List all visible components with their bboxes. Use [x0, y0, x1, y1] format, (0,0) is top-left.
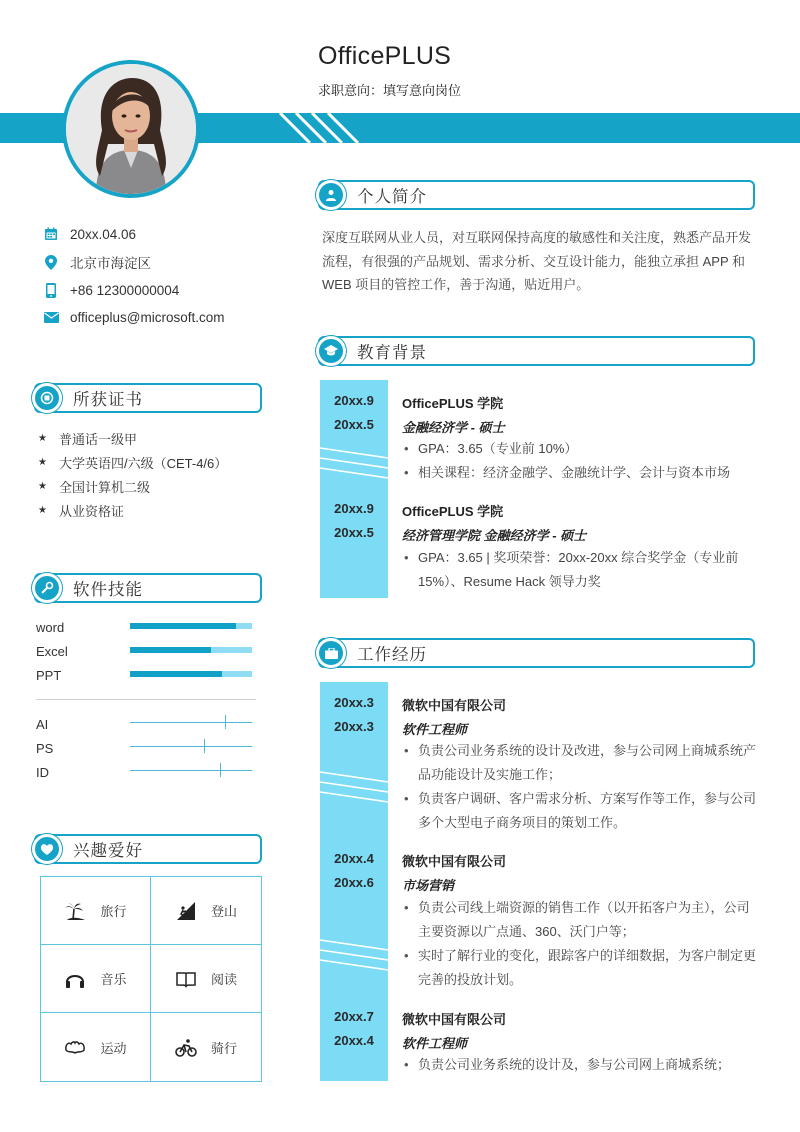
job-intent	[318, 80, 461, 99]
slider-marker	[225, 715, 226, 729]
timeline-stripes	[320, 380, 388, 598]
education-timeline	[320, 380, 388, 598]
certificate-item	[38, 428, 137, 448]
work1-start: 20xx.3	[334, 695, 374, 710]
slider-marker	[204, 739, 205, 753]
hobby-music	[41, 945, 151, 1013]
phone-icon	[42, 281, 60, 299]
user-icon	[319, 183, 343, 207]
book-icon	[175, 968, 197, 990]
work3-start: 20xx.7	[334, 1009, 374, 1024]
cycling-icon	[175, 1036, 197, 1058]
hobby-label: 运动	[100, 1040, 127, 1056]
certificates-title: 所获证书	[73, 391, 143, 409]
edu1-end: 20xx.5	[334, 417, 374, 432]
hobby-label: 登山	[210, 904, 237, 919]
certificate-item	[38, 476, 150, 496]
palm-tree-icon	[64, 900, 86, 922]
skill-fill	[130, 671, 222, 677]
birthday-text: 20xx.04.06	[70, 226, 137, 242]
hobby-label: 骑行	[210, 1040, 237, 1056]
profile-heading	[318, 180, 755, 210]
certificate-item	[38, 500, 124, 520]
edu2-major: 经济管理学院 金融经济学 - 硕士	[402, 528, 587, 543]
work2-end: 20xx.6	[334, 875, 374, 890]
profile-title: 个人简介	[357, 188, 427, 206]
hobby-label: 阅读	[210, 972, 237, 987]
skill-fill	[130, 623, 236, 629]
profile-text: 深度互联网从业人员，对互联网保持高度的敏感性和关注度，熟悉产品开发流程，有很强的产品规划、需求分析、交互设计能力，能独立承担 APP 和 WEB 项目的管控工作，善于沟通，贴近用户。	[322, 230, 752, 292]
contact-email	[42, 306, 225, 328]
muscle-icon	[64, 1036, 86, 1058]
location-text: 北京市海淀区	[70, 256, 151, 271]
work2-bullet: • 负责公司线上端资源的销售工作（以开拓客户为主），公司主要资源以广点通、360、沃门户等；	[404, 896, 756, 944]
job-intent-value: 填写意向岗位	[383, 83, 462, 98]
headphones-icon	[64, 968, 86, 990]
job-intent-label: 求职意向：	[318, 83, 384, 98]
skill-fill	[130, 647, 211, 653]
skill-slider-ps	[130, 746, 252, 747]
work1-company: 微软中国有限公司	[402, 698, 507, 713]
work1-end: 20xx.3	[334, 719, 374, 734]
work2-company: 微软中国有限公司	[402, 854, 507, 869]
certificate-text: 普通话一级甲	[58, 431, 137, 447]
skill-label-word: word	[36, 620, 65, 635]
skill-slider-id	[130, 770, 252, 771]
work1-role: 软件工程师	[402, 722, 468, 737]
certificates-heading	[34, 383, 262, 413]
certificate-text: 大学英语四/六级（CET-4/6）	[58, 455, 228, 471]
edu2-bullet: • GPA：3.65 | 奖项荣誉：20xx-20xx 综合奖学金（专业前 15%）、Resume Hack 领导力奖	[404, 546, 756, 594]
skills-divider	[36, 699, 256, 700]
hobby-label: 音乐	[100, 972, 127, 987]
avatar-photo	[66, 64, 196, 194]
skill-label-ai: AI	[36, 717, 49, 732]
heart-icon	[35, 837, 59, 861]
skill-bar-excel	[130, 647, 252, 653]
hobbies-title: 兴趣爱好	[73, 842, 143, 860]
education-heading	[318, 336, 755, 366]
graduation-cap-icon	[319, 339, 343, 363]
work3-bullet: • 负责公司业务系统的设计及，参与公司网上商城系统；	[404, 1053, 756, 1077]
email-icon	[42, 308, 60, 326]
contact-birthday	[42, 223, 136, 245]
hobby-climbing	[151, 877, 261, 945]
edu2-end: 20xx.5	[334, 525, 374, 540]
education-title: 教育背景	[357, 344, 427, 362]
star-icon: ★	[38, 504, 47, 516]
skill-label-ppt: PPT	[36, 668, 62, 683]
work3-role: 软件工程师	[402, 1036, 468, 1051]
skill-label-excel: Excel	[36, 644, 68, 659]
work1-bullet: • 负责公司业务系统的设计及改进，参与公司网上商城系统产品功能设计及实施工作；	[404, 739, 756, 787]
tools-icon	[35, 576, 59, 600]
edu2-school: OfficePLUS 学院	[402, 504, 504, 519]
skills-heading	[34, 573, 262, 603]
header-stripes	[272, 113, 402, 143]
edu1-start: 20xx.9	[334, 393, 374, 408]
hobby-cycling	[151, 1013, 261, 1081]
star-icon: ★	[38, 480, 47, 492]
certificate-item	[38, 452, 227, 472]
certificate-text: 从业资格证	[58, 503, 124, 519]
contact-phone	[42, 279, 179, 301]
calendar-icon	[42, 225, 60, 243]
edu1-bullet: • 相关课程：经济金融学、金融统计学、会计与资本市场	[404, 461, 756, 485]
work2-role: 市场营销	[402, 878, 455, 893]
work1-bullet: • 负责客户调研、客户需求分析、方案写作等工作，参与公司多个大型电子商务项目的策划工作。	[404, 787, 756, 835]
hobby-label: 旅行	[100, 904, 127, 919]
hobbies-heading	[34, 834, 262, 864]
phone-text: +86 12300000004	[70, 282, 180, 298]
skill-bar-word	[130, 623, 252, 629]
work3-end: 20xx.4	[334, 1033, 374, 1048]
edu1-bullet: • GPA：3.65（专业前 10%）	[404, 437, 756, 461]
work2-bullet: • 实时了解行业的变化，跟踪客户的详细数据，为客户制定更完善的投放计划。	[404, 944, 756, 992]
edu1-school: OfficePLUS 学院	[402, 396, 504, 411]
work-heading	[318, 638, 755, 668]
skill-label-ps: PS	[36, 741, 54, 756]
edu1-major: 金融经济学 - 硕士	[402, 420, 505, 435]
resume-name: OfficePLUS	[318, 42, 452, 70]
email-text: officeplus@microsoft.com	[70, 309, 225, 325]
hobby-reading	[151, 945, 261, 1013]
slider-marker	[220, 763, 221, 777]
location-pin-icon	[42, 253, 60, 271]
avatar	[62, 60, 200, 198]
work2-start: 20xx.4	[334, 851, 374, 866]
skills-title: 软件技能	[73, 581, 143, 599]
skill-label-id: ID	[36, 765, 49, 780]
work3-company: 微软中国有限公司	[402, 1012, 507, 1027]
skill-bar-ppt	[130, 671, 252, 677]
certificate-text: 全国计算机二级	[58, 479, 150, 495]
contact-location	[42, 251, 151, 273]
hobby-sports	[41, 1013, 151, 1081]
star-icon: ★	[38, 456, 47, 468]
hobby-grid	[40, 876, 262, 1082]
skill-slider-ai	[130, 722, 252, 723]
briefcase-icon	[319, 641, 343, 665]
hobby-travel	[41, 877, 151, 945]
star-icon: ★	[38, 432, 47, 444]
mountain-climb-icon	[175, 900, 197, 922]
certificate-icon	[35, 386, 59, 410]
edu2-start: 20xx.9	[334, 501, 374, 516]
work-title: 工作经历	[357, 646, 427, 664]
